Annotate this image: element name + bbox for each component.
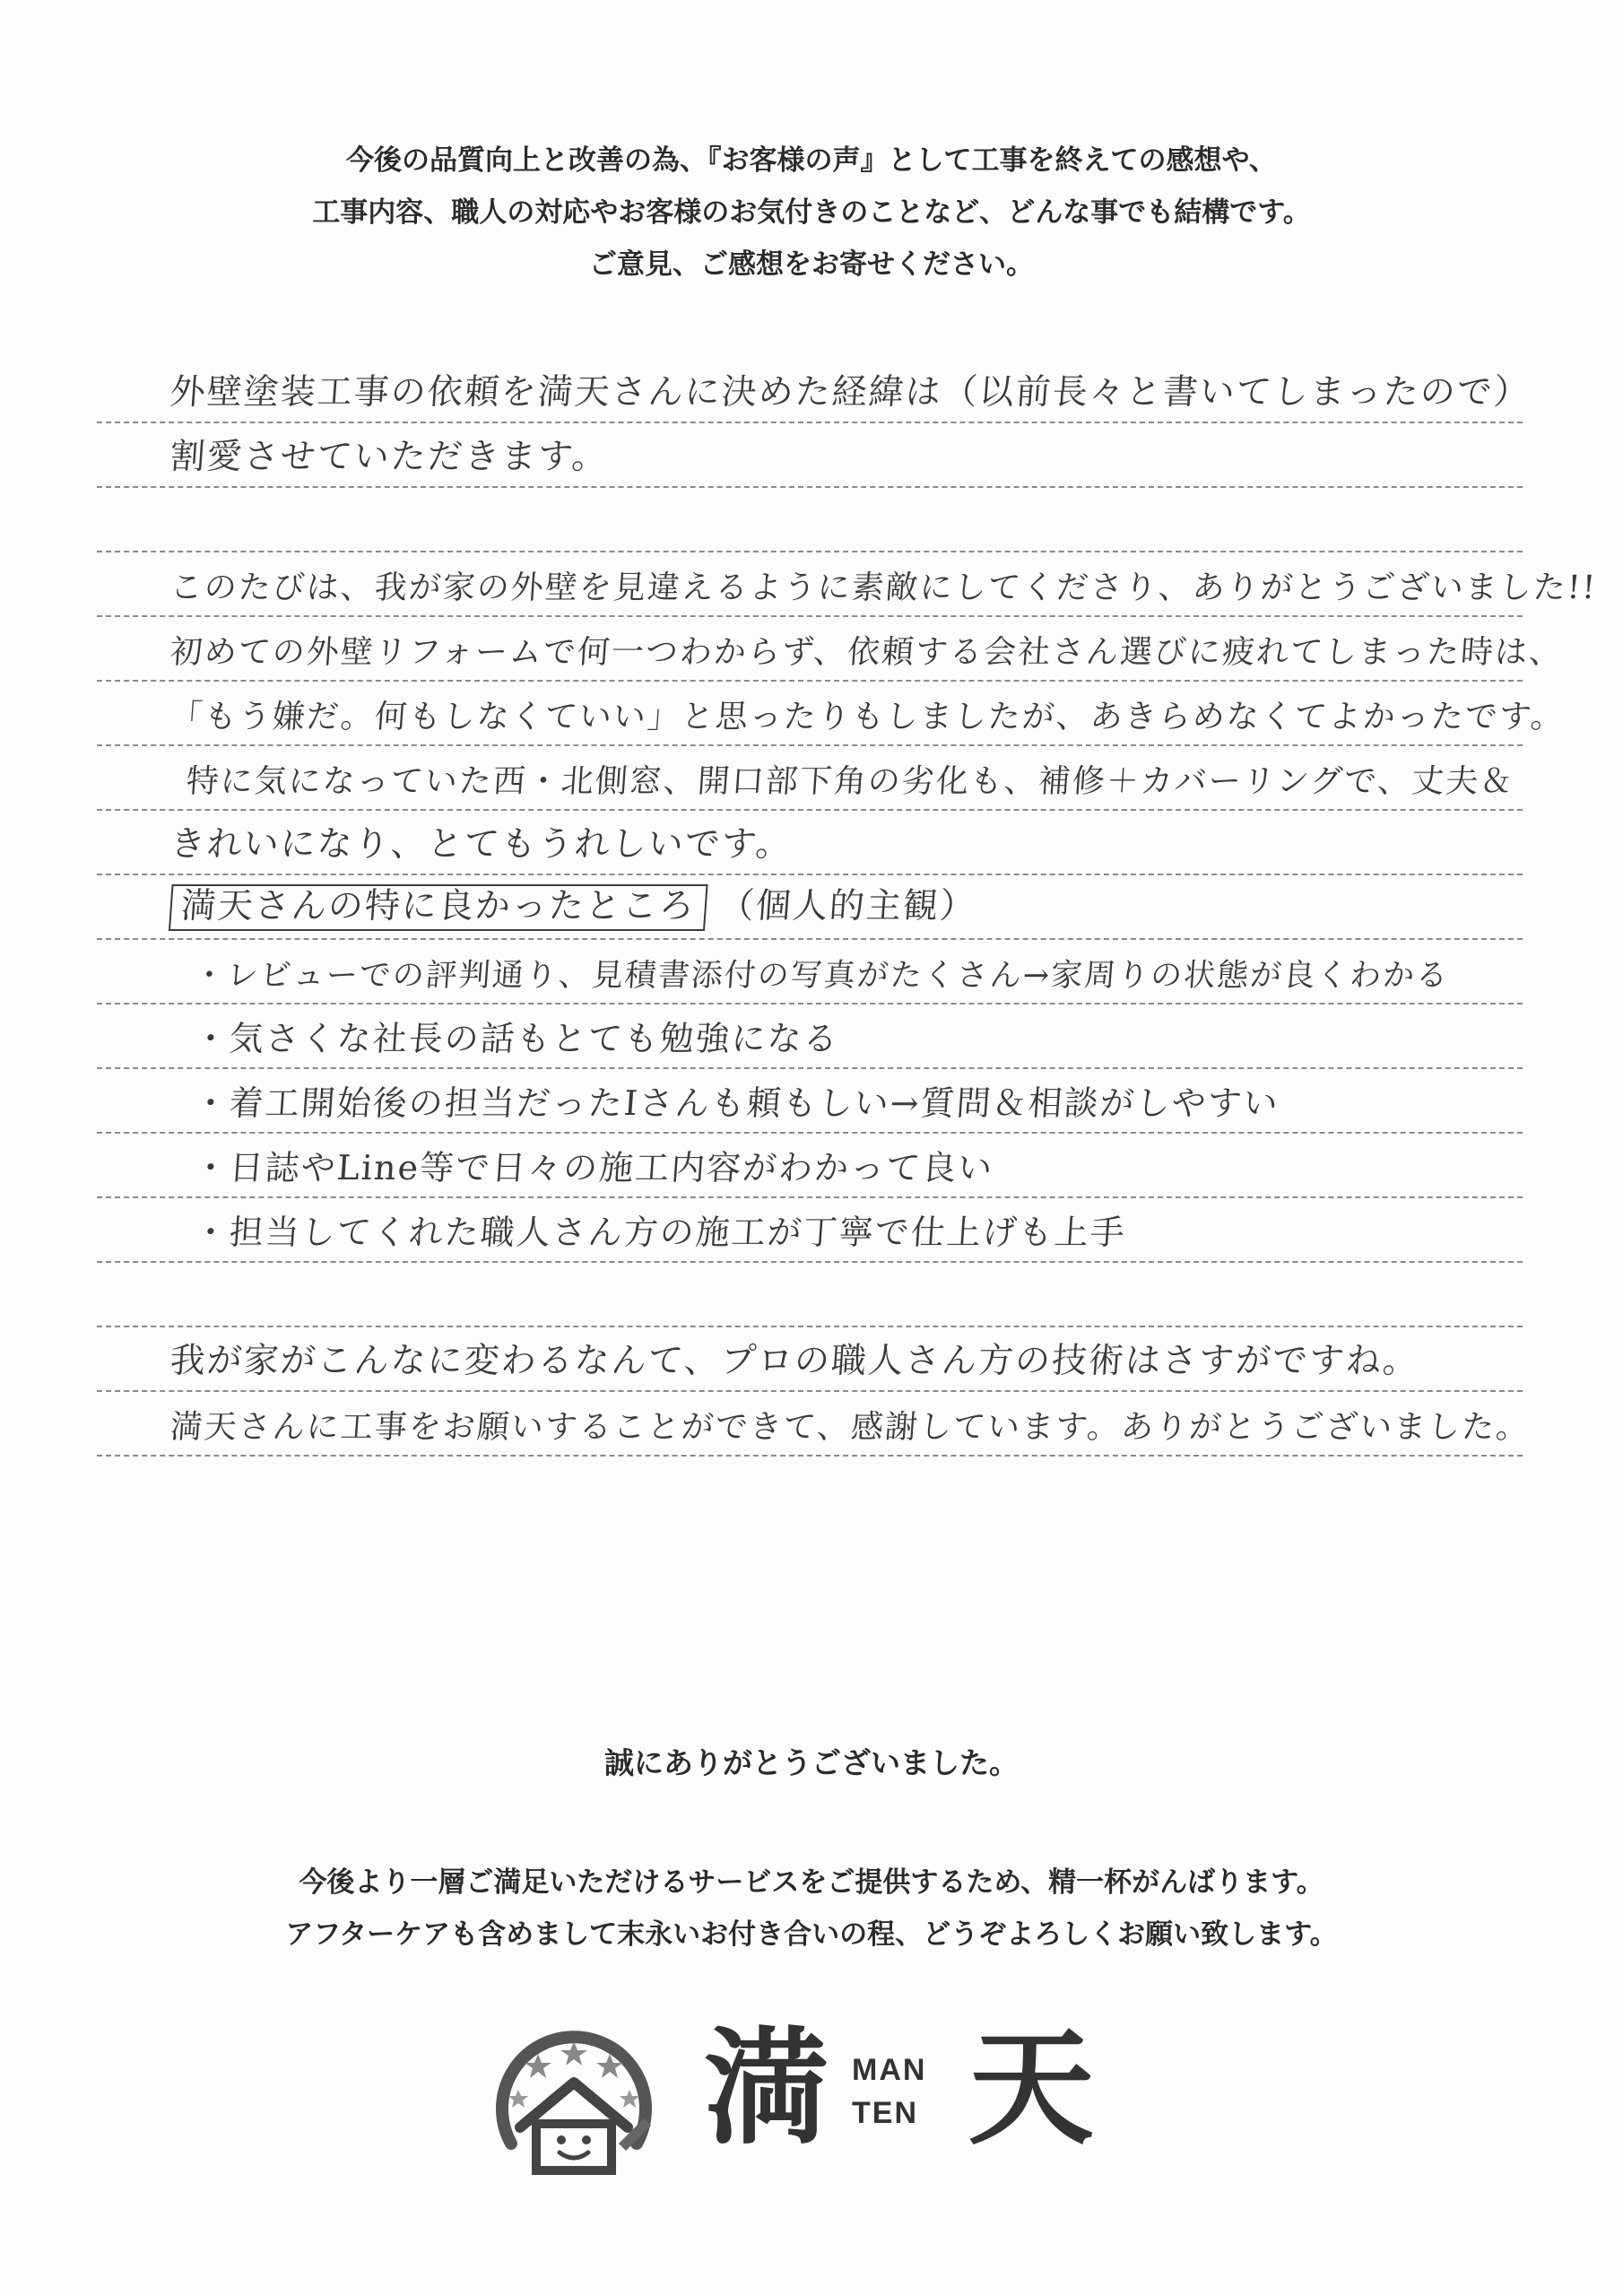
instructions-line-2: 工事内容、職人の対応やお客様のお気付きのことなど、どんな事でも結構です。: [312, 196, 1311, 229]
ruled-line: [97, 1134, 1523, 1198]
thank-you-heading: 誠にありがとうございました。: [604, 1745, 1019, 1780]
highlight-box: 満天さんの特に良かったところ: [169, 884, 708, 931]
company-logo: [484, 2009, 1130, 2179]
ruled-line: [97, 1263, 1523, 1327]
ruled-line: [97, 1327, 1523, 1392]
ruled-line: [97, 1004, 1523, 1069]
ruled-line: [97, 746, 1523, 811]
ruled-line: [97, 875, 1523, 940]
closing-line-2: アフターケアも含めまして末永いお付き合いの程、どうぞよろしくお願い致します。: [285, 1918, 1338, 1951]
logo-kanji-ten: 天: [968, 2016, 1095, 2162]
form-instructions: [0, 135, 1623, 291]
ruled-line: [97, 1069, 1523, 1134]
letter-line-4: このたびは、我が家の外壁を見違えるように素敵にしてくださり、ありがとうございました!!: [169, 570, 1599, 606]
letter-line-7: 特に気になっていた西・北側窓、開口部下角の劣化も、補修＋カバーリングで、丈夫＆: [185, 763, 1515, 800]
ruled-line: [97, 552, 1599, 617]
letter-line-1: 外壁塗装工事の依頼を満天さんに決めた経緯は（以前長々と書いてしまったので）: [169, 372, 1532, 413]
ruled-line: [97, 940, 1523, 1004]
ruled-line: [97, 682, 1567, 746]
letter-line-5: 初めての外壁リフォームで何一つわからず、依頼する会社さん選びに疲れてしまった時は、: [169, 634, 1565, 671]
letter-bullet-3: ・着工開始後の担当だったIさんも頼もしい→質問＆相談がしやすい: [192, 1083, 1281, 1123]
letter-line-16: 我が家がこんなに変わるなんて、プロの職人さん方の技術はさすがですね。: [169, 1341, 1421, 1381]
logo-roman-text: [852, 2048, 926, 2135]
letter-bullet-5: ・担当してくれた職人さん方の施工が丁寧で仕上げも上手: [192, 1213, 1128, 1252]
letter-line-9: [169, 878, 978, 931]
ruled-line: [97, 617, 1565, 682]
ruled-line: [97, 1198, 1523, 1263]
house-stars-logo-icon: [484, 2009, 664, 2179]
closing-line-1: 今後より一層ご満足いただけるサービスをご提供するため、精一杯がんばります。: [299, 1866, 1324, 1899]
instructions-line-1: 今後の品質向上と改善の為、『お客様の声』として工事を終えての感想や、: [346, 144, 1277, 177]
logo-roman-ten: TEN: [852, 2096, 918, 2130]
ruled-line: [97, 359, 1532, 423]
ruled-line: [97, 488, 1523, 552]
ruled-line: [97, 811, 1523, 875]
letter-line-6: 「もう嫌だ。何もしなくていい」と思ったりもしましたが、あきらめなくてよかったです。: [169, 699, 1567, 735]
instructions-line-3: ご意見、ご感想をお寄せください。: [589, 248, 1034, 281]
highlight-note: （個人的主観）: [717, 886, 978, 926]
letter-bullet-2: ・気さくな社長の話もとても勉強になる: [192, 1019, 841, 1058]
handwritten-letter: [97, 359, 1599, 1457]
letter-bullet-4: ・日誌やLine等で日々の施工内容がわかって良い: [192, 1148, 995, 1187]
letter-bullet-1: ・レビューでの評判通り、見積書添付の写真がたくさん→家周りの状態が良くわかる: [192, 958, 1451, 994]
ruled-line: [97, 1392, 1532, 1457]
logo-kanji-man: 満: [704, 2016, 830, 2162]
letter-line-2: 割愛させていただきます。: [169, 437, 611, 477]
logo-roman-man: MAN: [852, 2053, 927, 2087]
letter-line-8: きれいになり、とてもうれしいです。: [169, 824, 794, 865]
ruled-line: [97, 423, 1523, 488]
letter-line-17: 満天さんに工事をお願いすることができて、感謝しています。ありがとうございました。: [169, 1409, 1532, 1446]
closing-message: [0, 1857, 1623, 1961]
